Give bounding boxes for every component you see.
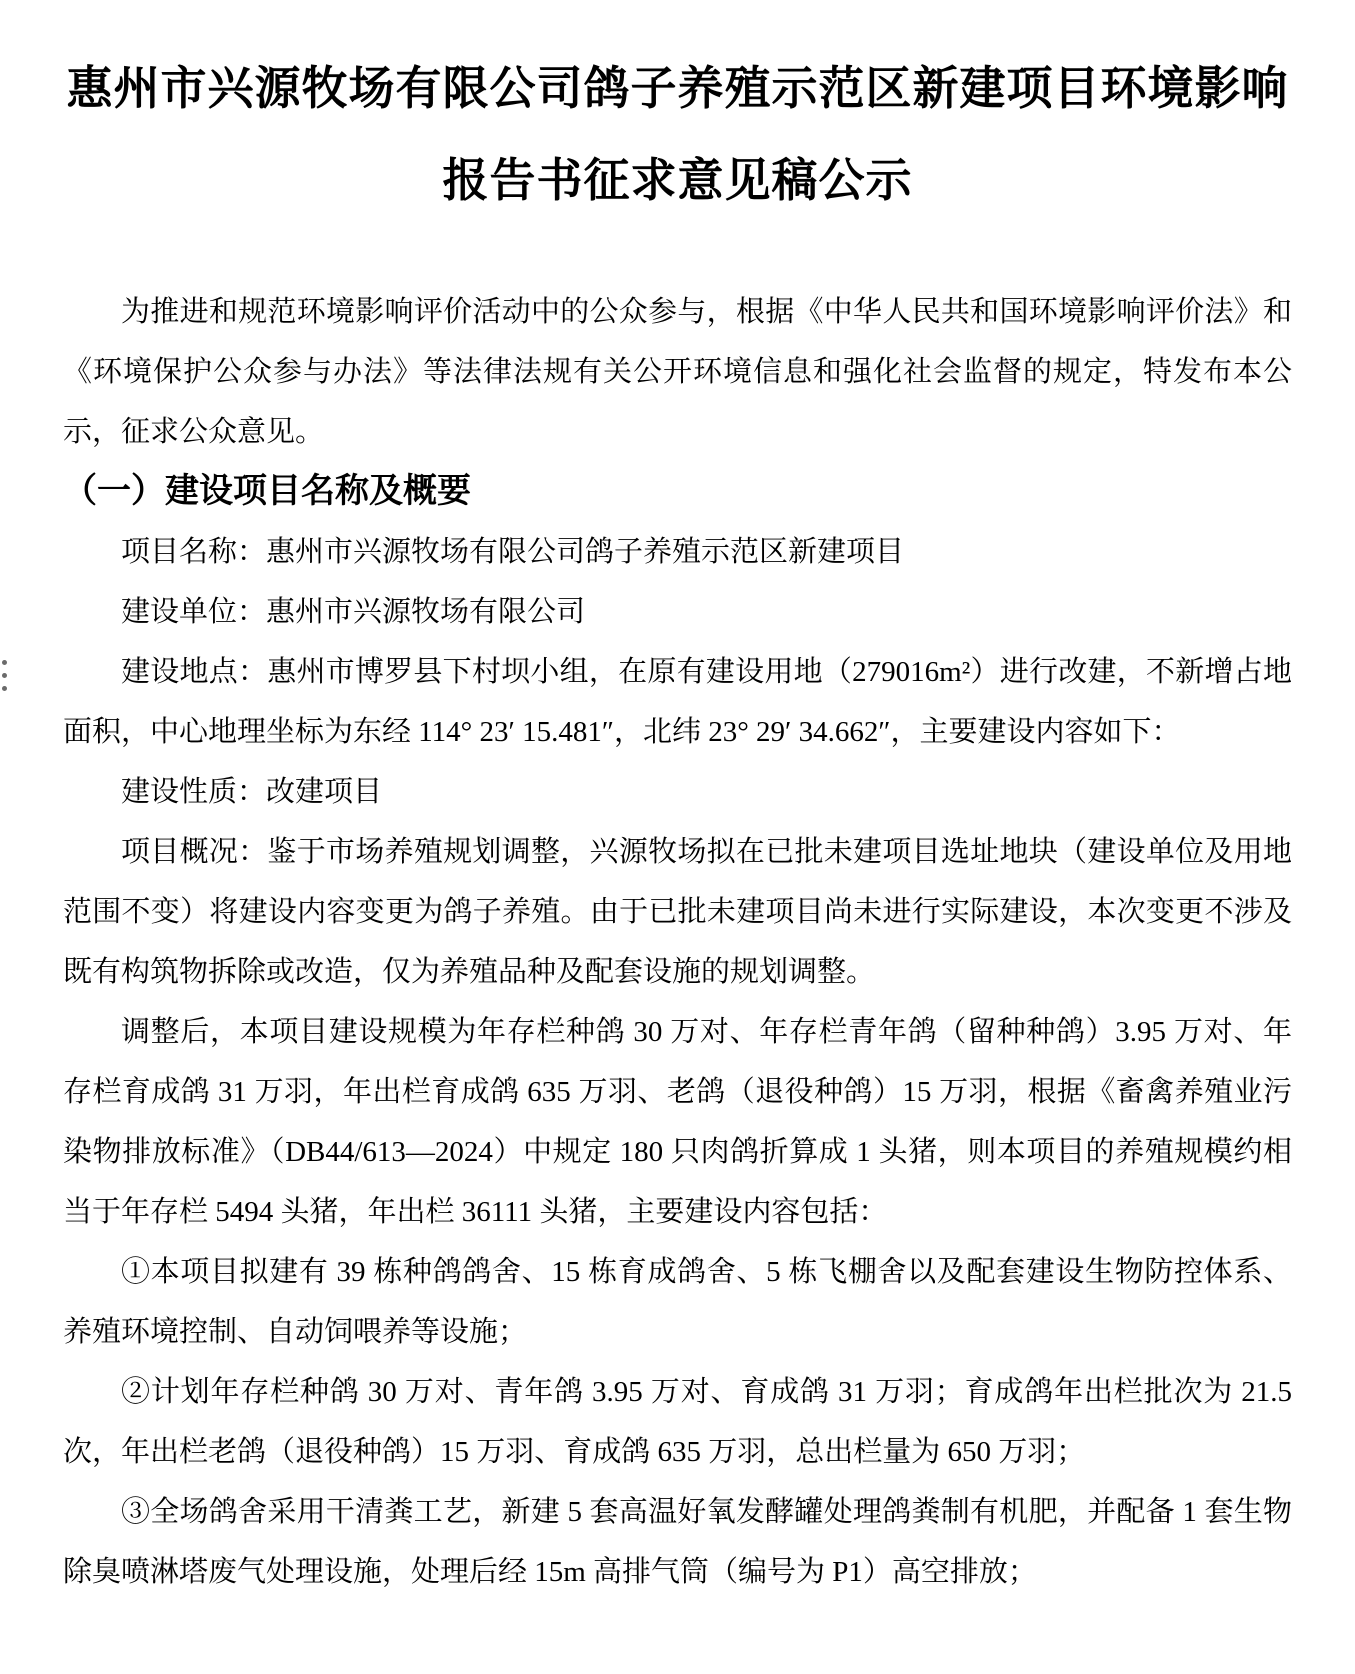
paragraph-construction-site: 建设地点：惠州市博罗县下村坝小组，在原有建设用地（279016m²）进行改建，不新增占地面积，中心地理坐标为东经 114° 23′ 15.481″，北纬 23° 29′ 34.662″，主要建设内容如下： [63,656,1292,748]
vertical-dots-icon[interactable] [2,660,7,691]
section-1-heading: （一）建设项目名称及概要 [63,473,471,510]
paragraph-item-2: ②计划年存栏种鸽 30 万对、青年鸽 3.95 万对、育成鸽 31 万羽；育成鸽年出栏批次为 21.5 次，年出栏老鸽（退役种鸽）15 万羽、育成鸽 635 万羽，总出栏量为 650 万羽； [63,1376,1292,1468]
paragraph-project-name: 项目名称：惠州市兴源牧场有限公司鸽子养殖示范区新建项目 [121,536,905,568]
intro-paragraph: 为推进和规范环境影响评价活动中的公众参与，根据《中华人民共和国环境影响评价法》和《环境保护公众参与办法》等法律法规有关公开环境信息和强化社会监督的规定，特发布本公示，征求公众意见。 [63,296,1292,448]
paragraph-construction-unit: 建设单位：惠州市兴源牧场有限公司 [121,596,586,628]
paragraph-item-3: ③全场鸽舍采用干清粪工艺，新建 5 套高温好氧发酵罐处理鸽粪制有机肥，并配备 1 套生物除臭喷淋塔废气处理设施，处理后经 15m 高排气筒（编号为 P1）高空排放； [63,1496,1292,1588]
dot [2,660,7,665]
paragraph-adjusted-scale: 调整后，本项目建设规模为年存栏种鸽 30 万对、年存栏青年鸽（留种种鸽）3.95 万对、年存栏育成鸽 31 万羽，年出栏育成鸽 635 万羽、老鸽（退役种鸽）15 万羽，根据《畜禽养殖业污染物排放标准》（DB44/613—2024）中规定 180 只肉鸽折算成 1 头猪，则本项目的养殖规模约相当于年存栏 5494 头猪，年出栏 36111 头猪，主要建设内容包括： [63,1016,1292,1228]
paragraph-item-1: ①本项目拟建有 39 栋种鸽鸽舍、15 栋育成鸽舍、5 栋飞棚舍以及配套建设生物防控体系、养殖环境控制、自动饲喂养等设施； [63,1256,1292,1348]
dot [2,673,7,678]
document-title: 惠州市兴源牧场有限公司鸽子养殖示范区新建项目环境影响报告书征求意见稿公示 [66,62,1289,206]
dot [2,686,7,691]
paragraph-construction-nature: 建设性质：改建项目 [121,776,383,808]
document-body [63,282,1292,1602]
paragraph-project-overview: 项目概况：鉴于市场养殖规划调整，兴源牧场拟在已批未建项目选址地块（建设单位及用地范围不变）将建设内容变更为鸽子养殖。由于已批未建项目尚未进行实际建设，本次变更不涉及既有构筑物拆除或改造，仅为养殖品种及配套设施的规划调整。 [63,836,1292,988]
